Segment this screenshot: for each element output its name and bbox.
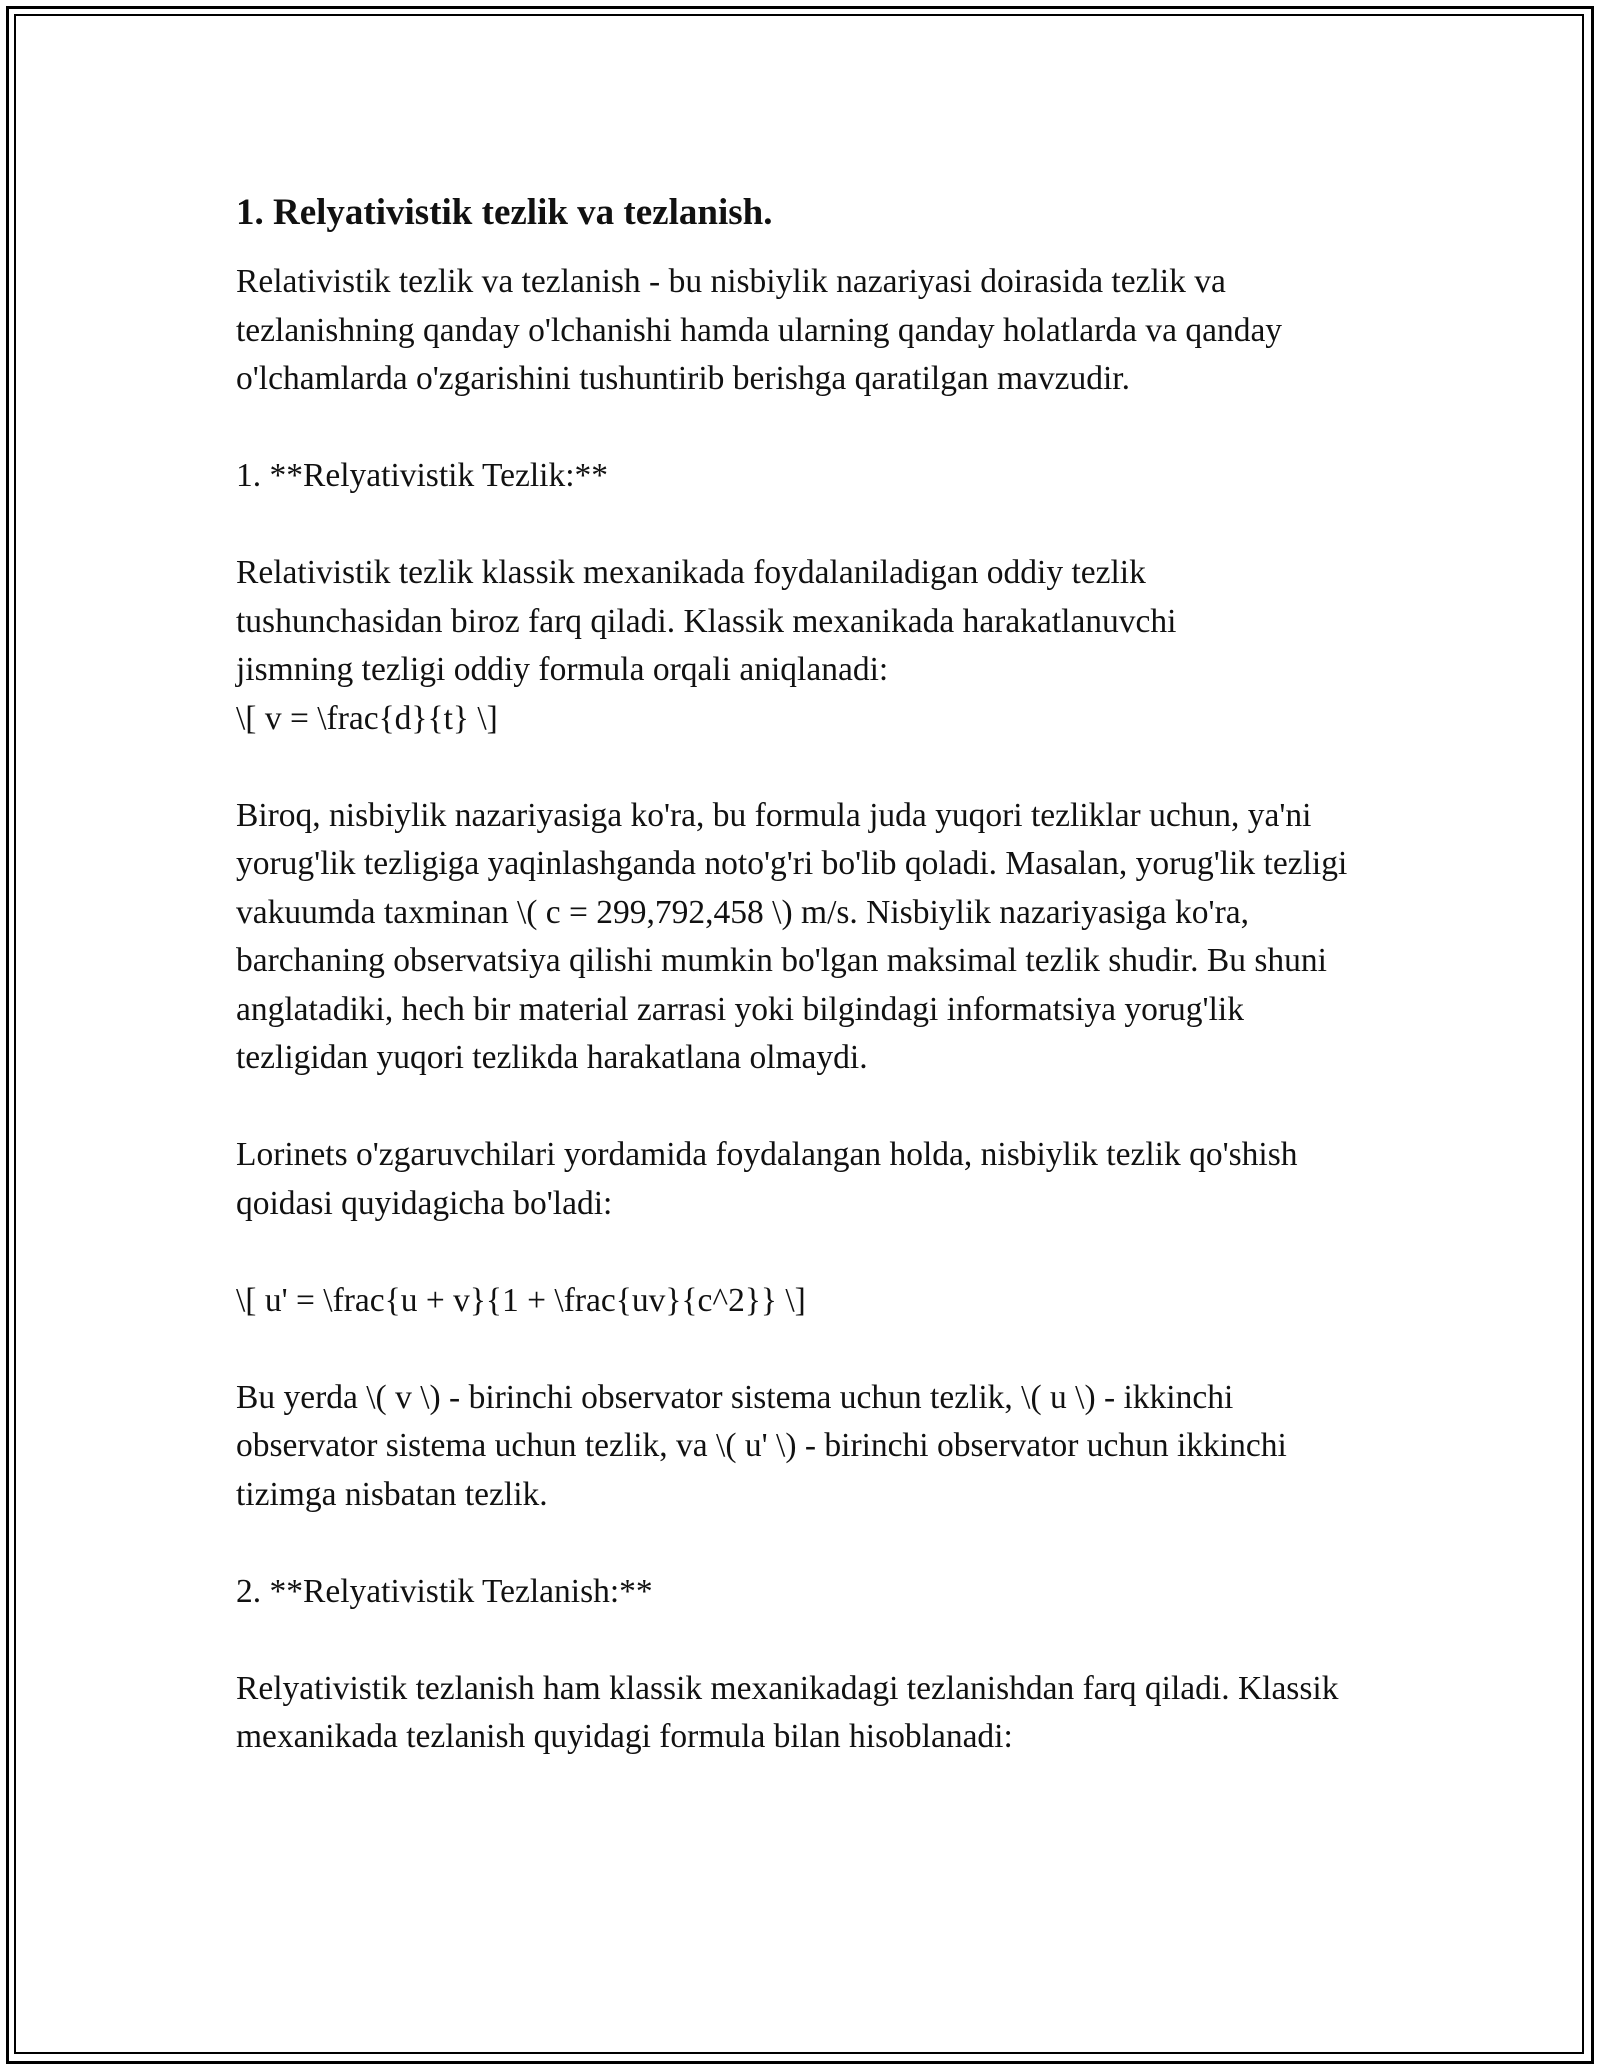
- spacer: [236, 1325, 1366, 1374]
- paragraph-line: Relativistik tezlik klassik mexanikada foydalaniladigan oddiy tezlik: [236, 554, 1146, 591]
- spacer: [236, 1228, 1366, 1277]
- section-1-heading: 1. **Relyativistik Tezlik:**: [236, 457, 609, 494]
- document-body: [236, 188, 1366, 1762]
- spacer: [236, 743, 1366, 792]
- spacer: [236, 1616, 1366, 1665]
- spacer: [236, 1519, 1366, 1568]
- formula-velocity-addition: \[ u' = \frac{u + v}{1 + \frac{uv}{c^2}} \]: [236, 1281, 806, 1319]
- formula-velocity: \[ v = \frac{d}{t} \]: [236, 699, 498, 737]
- paragraph-line: tushunchasidan biroz farq qiladi. Klassik mexanikada harakatlanuvchi: [236, 602, 1177, 640]
- section-1-paragraph-3: Lorinets o'zgaruvchilari yordamida foydalangan holda, nisbiylik tezlik qo'shish qoidasi quyidagicha bo'ladi:: [236, 1136, 1298, 1222]
- document-title: 1. Relyativistik tezlik va tezlanish.: [236, 192, 773, 233]
- spacer: [236, 404, 1366, 453]
- section-1-paragraph-1: [236, 549, 1366, 695]
- section-1-paragraph-2: Biroq, nisbiylik nazariyasiga ko'ra, bu formula juda yuqori tezliklar uchun, ya'ni yorug'lik tezligiga yaqinlashganda noto'g'ri bo'lib qoladi. Masalan, yorug'lik tezligi vakuumda taxminan \( c = 299,792,458 \) m/s. Nisbiylik nazariyasiga ko'ra, barchaning observatsiya qilishi mumkin bo'lgan maksimal tezlik shudir. Bu shuni anglatadiki, hech bir material zarrasi yoki bilgindagi informatsiya yorug'lik tezligidan yuqori tezlikda harakatlana olmaydi.: [236, 796, 1348, 1076]
- section-2-heading: 2. **Relyativistik Tezlanish:**: [236, 1572, 653, 1610]
- spacer: [236, 1083, 1366, 1132]
- section-1-paragraph-4: Bu yerda \( v \) - birinchi observator sistema uchun tezlik, \( u \) - ikkinchi observator sistema uchun tezlik, va \( u' \) - birinchi observator uchun ikkinchi tizimga nisbatan tezlik.: [236, 1378, 1287, 1513]
- section-2-paragraph-1: Relyativistik tezlanish ham klassik mexanikadagi tezlanishdan farq qiladi. Klassik mexanikada tezlanish quyidagi formula bilan hisoblanadi:: [236, 1669, 1339, 1755]
- spacer: [236, 501, 1366, 550]
- paragraph-line: jismning tezligi oddiy formula orqali aniqlanadi:: [236, 651, 889, 688]
- intro-paragraph: Relativistik tezlik va tezlanish - bu nisbiylik nazariyasi doirasida tezlik va tezlanishning qanday o'lchanishi hamda ularning qanday holatlarda va qanday o'lchamlarda o'zgarishini tushuntirib berishga qaratilgan mavzudir.: [236, 263, 1283, 397]
